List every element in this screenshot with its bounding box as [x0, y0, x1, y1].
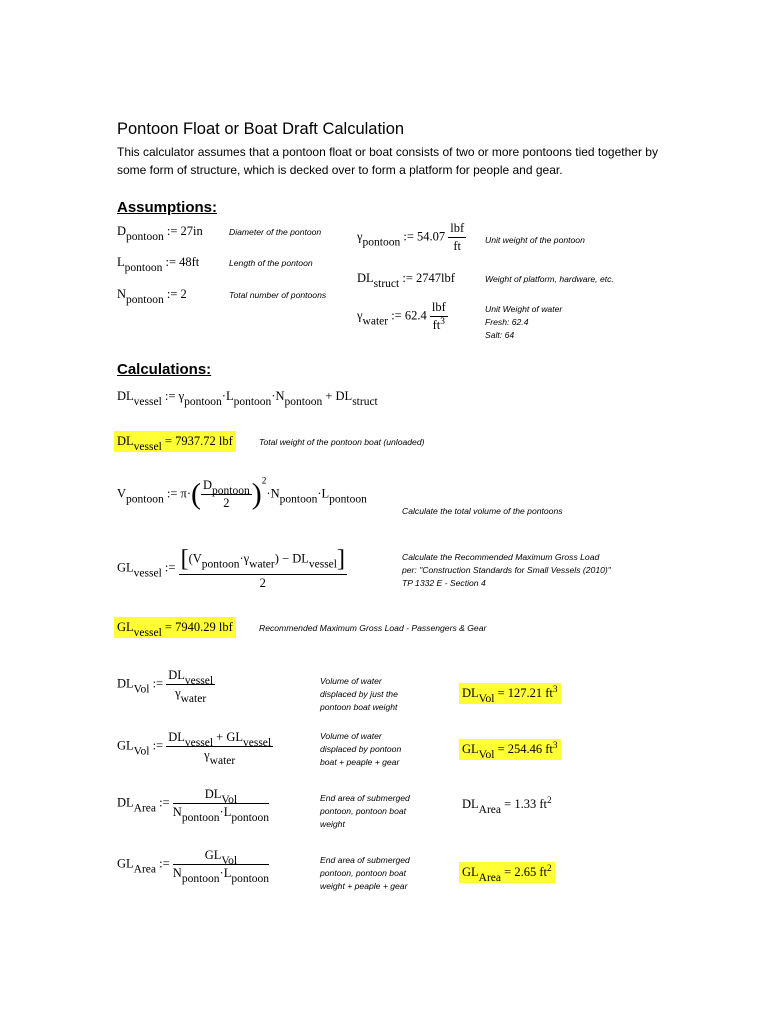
dl-area-note: End area of submerged pontoon, pontoon boat weight — [320, 793, 410, 829]
n-pontoon-assignment — [117, 287, 187, 307]
symbol: D — [117, 224, 127, 238]
value: 48ft — [179, 255, 200, 269]
gl-vessel-note-result: Recommended Maximum Gross Load - Passengers & Gear — [259, 623, 487, 633]
gamma-water-assignment — [357, 300, 448, 333]
right-paren: ) — [251, 477, 262, 511]
unit-numerator: lbf — [448, 221, 466, 238]
note-line: per: "Construction Standards for Small Vessels (2010)" — [402, 565, 611, 575]
gl-vol-result: $GL_{Vol} = 254.46$ $ft^3$ — [459, 739, 561, 760]
gl-vol-note: Volume of water displaced by pontoon boat + peaple + gear — [320, 731, 402, 767]
gamma-water-note — [485, 303, 562, 342]
unit-denominator: ft — [453, 239, 462, 253]
dl-vessel-definition: $DL_{vessel}$ := $\gamma_{pontoon}\cdot L_{pontoon}\cdot N_{pontoon} + DL_{struct}$ — [117, 389, 378, 409]
assumptions-heading: Assumptions: — [117, 199, 218, 216]
note-line: Salt: 64 — [485, 330, 515, 340]
dl-struct-assignment — [357, 271, 455, 291]
d-pontoon-assignment — [117, 224, 203, 244]
subscript: pontoon — [126, 231, 164, 244]
dl-struct-note: Weight of platform, hardware, etc. — [485, 274, 614, 284]
gl-vessel-result: $GL_{vessel} = 7940.29$ lbf — [114, 617, 236, 638]
symbol: DL — [357, 271, 374, 285]
note-line: TP 1332 E - Section 4 — [402, 578, 486, 588]
unit-fraction — [448, 221, 466, 254]
l-pontoon-assignment — [117, 255, 200, 275]
d-pontoon-note: Diameter of the pontoon — [229, 227, 322, 237]
operator: := — [402, 271, 413, 285]
subscript: pontoon — [124, 262, 163, 275]
dl-area-result: $DL_{Area} = 1.33$ $ft^2$ — [462, 795, 552, 817]
note-line: Calculate the Recommended Maximum Gross Load — [402, 552, 600, 562]
value: 2 — [180, 287, 187, 301]
calculations-heading: Calculations: — [117, 361, 212, 378]
dl-vol-note: Volume of water displaced by just the pontoon boat weight — [320, 676, 398, 712]
symbol: γ — [357, 308, 363, 323]
fraction: $\frac{GL_{Vol}}{N_{pontoon}\cdot L_{pontoon}}$ — [172, 848, 270, 886]
subscript: pontoon — [126, 294, 164, 307]
subscript: struct — [373, 278, 400, 291]
value: 27in — [180, 224, 203, 238]
note-line: Unit Weight of water — [485, 304, 563, 314]
operator: := — [166, 287, 178, 301]
gl-vol-definition: $GL_{Vol}$ := $\frac{DL_{vessel} + GL_{vessel}}{\gamma_{water}}$ — [117, 730, 272, 768]
fraction: $\frac{DL_{vessel} + GL_{vessel}}{\gamma_{water}}$ — [168, 730, 272, 768]
v-pontoon-definition: $V_{pontoon}$ := π·( $\frac{D_{pontoon}}{2}$ )$^2\cdot N_{pontoon}\cdot L_{pontoon}$ — [117, 476, 367, 511]
left-paren: ( — [191, 477, 201, 511]
value: 2747lbf — [416, 271, 455, 285]
dl-area-definition: $DL_{Area}$ := $\frac{DL_{Vol}}{N_{pontoon}\cdot L_{pontoon}}$ — [117, 787, 270, 825]
fraction: $\frac{DL_{vessel}}{\gamma_{water}}$ — [168, 668, 214, 706]
operator: := — [391, 308, 402, 323]
value: 62.4 — [404, 308, 427, 323]
symbol: γ — [357, 229, 363, 244]
fraction: $\frac{[(V_{pontoon}\cdot\gamma_{water}) - DL_{vessel}]}{2}$ — [180, 546, 345, 590]
gamma-pontoon-assignment — [357, 221, 466, 254]
gl-area-definition: $GL_{Area}$ := $\frac{GL_{Vol}}{N_{pontoon}\cdot L_{pontoon}}$ — [117, 848, 270, 886]
dl-vessel-result: $DL_{vessel} = 7937.72$ lbf — [114, 431, 236, 452]
operator: := — [166, 224, 178, 238]
subscript: pontoon — [362, 236, 401, 249]
gl-area-note: End area of submerged pontoon, pontoon boat weight + peaple + gear — [320, 855, 410, 891]
fraction: $\frac{D_{pontoon}}{2}$ — [203, 478, 250, 510]
operator: := — [165, 255, 176, 269]
subscript: water — [362, 315, 389, 328]
dl-vessel-note: Total weight of the pontoon boat (unloaded) — [259, 437, 425, 447]
dl-vol-definition: $DL_{Vol}$ := $\frac{DL_{vessel}}{\gamma_{water}}$ — [117, 668, 214, 706]
value: 54.07 — [417, 229, 446, 244]
fraction: $\frac{DL_{Vol}}{N_{pontoon}\cdot L_{pontoon}}$ — [172, 787, 270, 825]
gl-vessel-definition: $GL_{vessel}$ := $\frac{[(V_{pontoon}\cdot\gamma_{water}) - DL_{vessel}]}{2}$ — [117, 546, 345, 590]
symbol: N — [117, 287, 127, 301]
n-pontoon-note: Total number of pontoons — [229, 290, 327, 300]
unit-numerator: lbf — [430, 300, 448, 317]
l-pontoon-note: Length of the pontoon — [229, 258, 313, 268]
note-line: Fresh: 62.4 — [485, 317, 529, 327]
gl-vessel-note — [402, 551, 611, 590]
unit-fraction — [430, 300, 448, 333]
operator: := — [403, 229, 414, 244]
intro-paragraph: This calculator assumes that a pontoon float or boat consists of two or more pontoons tied together by some form of structure, which is decked over to form a platform for people and gear. — [117, 145, 658, 177]
gamma-pontoon-note: Unit weight of the pontoon — [485, 235, 585, 245]
gl-area-result: $GL_{Area} = 2.65$ $ft^2$ — [459, 862, 555, 883]
dl-vol-result: $DL_{Vol} = 127.21$ $ft^3$ — [459, 683, 561, 704]
page-title: Pontoon Float or Boat Draft Calculation — [117, 120, 405, 138]
unit-denominator: $ft^3$ — [432, 316, 445, 332]
symbol: L — [117, 255, 125, 269]
v-pontoon-note: Calculate the total volume of the pontoons — [402, 506, 563, 516]
